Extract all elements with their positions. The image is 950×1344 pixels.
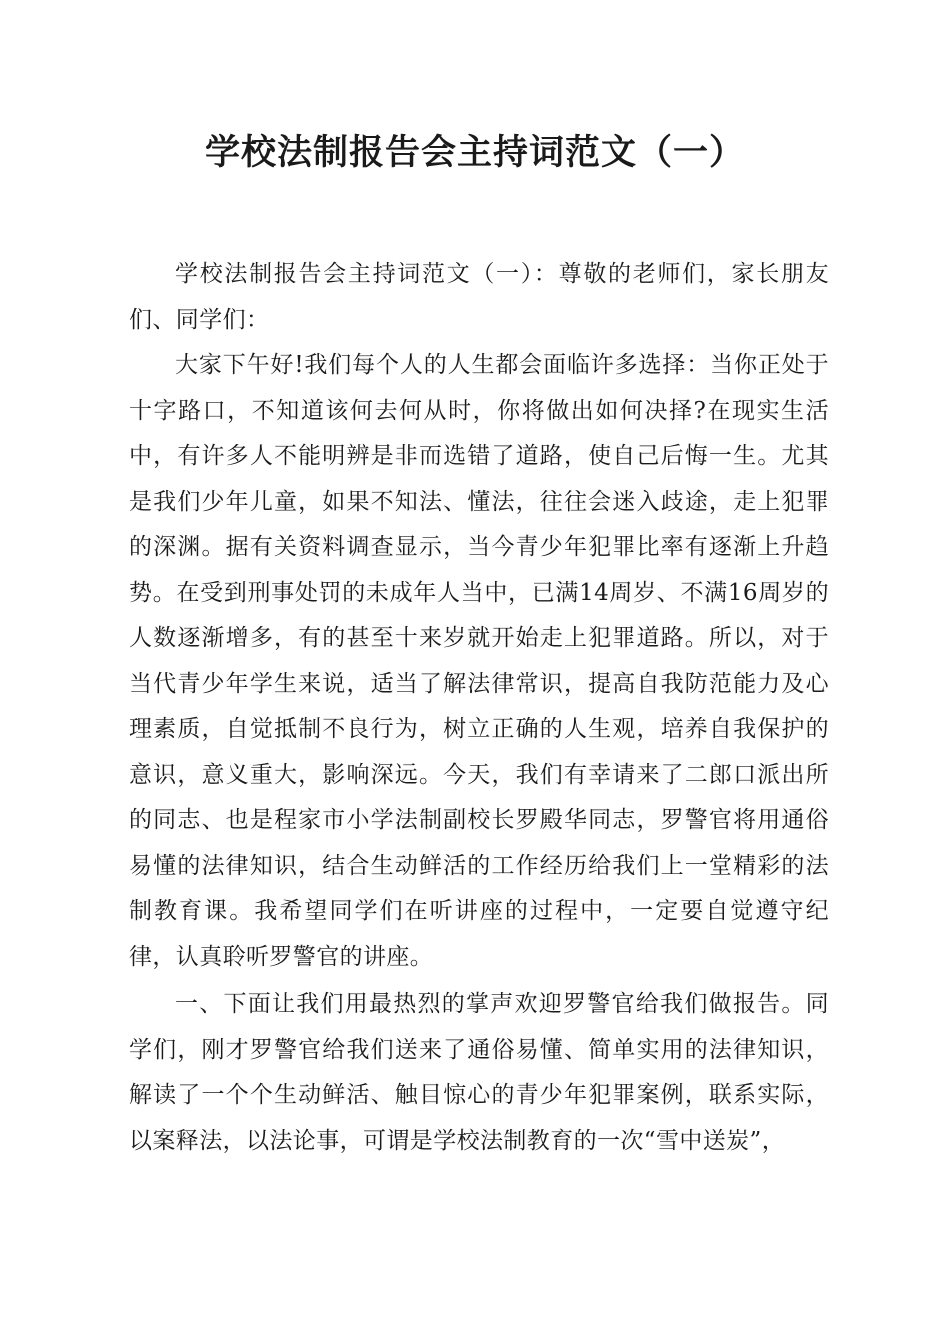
document-body (129, 252, 829, 1164)
paragraph-section-one: 一、下面让我们用最热烈的掌声欢迎罗警官给我们做报告。同学们，刚才罗警官给我们送来了通俗易懂、简单实用的法律知识，解读了一个个生动鲜活、触目惊心的青少年犯罪案例，联系实际，以案释法，以法论事，可谓是学校法制教育的一次“雪中送炭”， (129, 991, 829, 1154)
paragraph-salutation: 学校法制报告会主持词范文（一）：尊敬的老师们，家长朋友们、同学们： (129, 261, 829, 333)
paragraph-opening: 大家下午好!我们每个人的人生都会面临许多选择：当你正处于十字路口，不知道该何去何从时，你将做出如何决择?在现实生活中，有许多人不能明辨是非而选错了道路，使自己后悔一生。尤其是我们少年儿童，如果不知法、懂法，往往会迷入歧途，走上犯罪的深渊。据有关资料调查显示，当今青少年犯罪比率有逐渐上升趋势。在受到刑事处罚的未成年人当中，已满14周岁、不满16周岁的人数逐渐增多，有的甚至十来岁就开始走上犯罪道路。所以，对于当代青少年学生来说，适当了解法律常识，提高自我防范能力及心理素质，自觉抵制不良行为，树立正确的人生观，培养自我保护的意识，意义重大，影响深远。今天，我们有幸请来了二郎口派出所的同志、也是程家市小学法制副校长罗殿华同志，罗警官将用通俗易懂的法律知识，结合生动鲜活的工作经历给我们上一堂精彩的法制教育课。我希望同学们在听讲座的过程中，一定要自觉遵守纪律，认真聆听罗警官的讲座。 (129, 352, 829, 970)
document-title: 学校法制报告会主持词范文（一） (204, 133, 745, 173)
